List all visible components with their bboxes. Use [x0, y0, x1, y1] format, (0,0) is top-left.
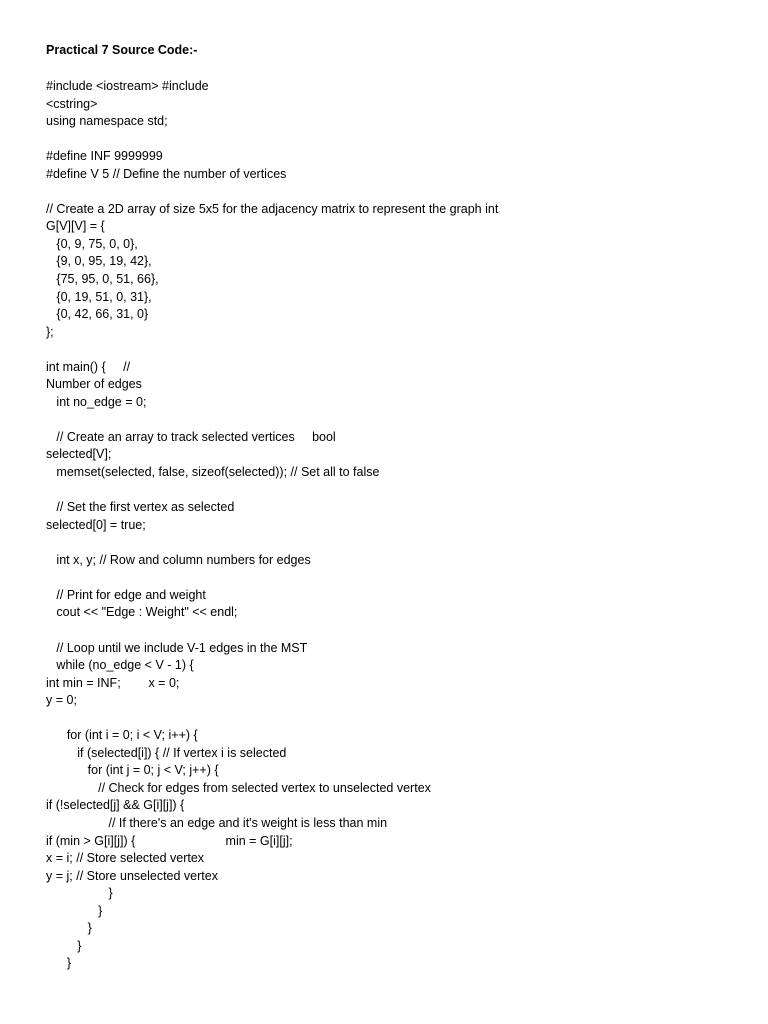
code-line: G[V][V] = {	[46, 219, 105, 234]
code-line: x = i; // Store selected vertex	[46, 851, 205, 866]
code-line: // Check for edges from selected vertex to unselected vertex	[46, 780, 431, 795]
code-line: // Set the first vertex as selected	[46, 500, 235, 515]
code-line: selected[0] = true;	[46, 517, 146, 532]
code-line: int no_edge = 0;	[46, 394, 147, 409]
code-line	[46, 183, 498, 201]
code-line: // Loop until we include V-1 edges in the MST	[46, 640, 308, 655]
code-line: };	[46, 324, 54, 339]
code-line: Number of edges	[46, 377, 142, 392]
code-line	[46, 569, 498, 587]
code-line: int main() { //	[46, 359, 131, 374]
code-line: memset(selected, false, sizeof(selected)); // Set all to false	[46, 465, 380, 480]
code-line: {75, 95, 0, 51, 66},	[46, 272, 159, 287]
code-line: // Create a 2D array of size 5x5 for the adjacency matrix to represent the graph int	[46, 201, 499, 216]
code-line	[46, 710, 498, 728]
source-code-block	[46, 78, 498, 973]
document-title: Practical 7 Source Code:-	[46, 43, 198, 57]
code-line: #define INF 9999999	[46, 149, 163, 164]
code-line: if (min > G[i][j]) { min = G[i][j];	[46, 833, 293, 848]
code-line	[46, 534, 498, 552]
code-line: int x, y; // Row and column numbers for edges	[46, 552, 311, 567]
code-line: }	[46, 938, 82, 953]
code-line: {0, 9, 75, 0, 0},	[46, 236, 138, 251]
code-line: #define V 5 // Define the number of vertices	[46, 166, 287, 181]
code-line: }	[46, 956, 72, 971]
code-line: }	[46, 903, 103, 918]
code-line: {0, 19, 51, 0, 31},	[46, 289, 152, 304]
code-line: // Print for edge and weight	[46, 587, 206, 602]
code-line: y = 0;	[46, 693, 77, 708]
code-line: selected[V];	[46, 447, 112, 462]
code-line: }	[46, 921, 92, 936]
code-line: int min = INF; x = 0;	[46, 675, 180, 690]
code-line: <cstring>	[46, 96, 98, 111]
code-line: for (int i = 0; i < V; i++) {	[46, 728, 198, 743]
code-line: while (no_edge < V - 1) {	[46, 658, 194, 673]
code-line	[46, 482, 498, 500]
code-line: if (!selected[j] && G[i][j]) {	[46, 798, 185, 813]
code-line: cout << "Edge : Weight" << endl;	[46, 605, 238, 620]
code-line: #include <iostream> #include	[46, 79, 209, 93]
code-line: {0, 42, 66, 31, 0}	[46, 307, 149, 322]
code-line	[46, 622, 498, 640]
code-line	[46, 411, 498, 429]
code-line: }	[46, 886, 113, 901]
code-line	[46, 341, 498, 359]
code-line: {9, 0, 95, 19, 42},	[46, 254, 152, 269]
code-line: // If there's an edge and it's weight is less than min	[46, 815, 388, 830]
code-line: y = j; // Store unselected vertex	[46, 868, 218, 883]
code-line	[46, 131, 498, 149]
code-line: // Create an array to track selected vertices bool	[46, 429, 336, 444]
code-line: for (int j = 0; j < V; j++) {	[46, 763, 219, 778]
code-line: using namespace std;	[46, 114, 168, 129]
code-line: if (selected[i]) { // If vertex i is selected	[46, 745, 287, 760]
